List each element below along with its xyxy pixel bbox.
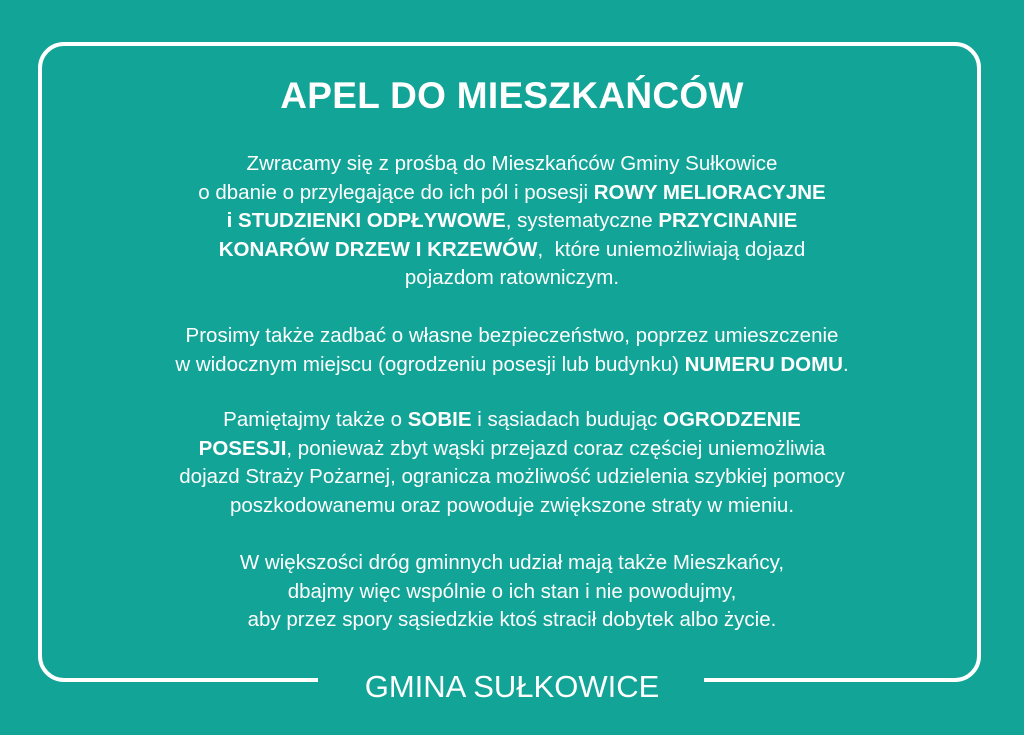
text-segment: poszkodowanemu oraz powoduje zwiększone straty w mieniu.: [229, 493, 795, 517]
text-segment: Pamiętajmy także o: [223, 408, 408, 431]
bold-segment: ROWY MELIORACYJNE: [593, 180, 826, 204]
paragraph-drainage: [0, 150, 1024, 293]
paragraph-line: [0, 463, 1024, 492]
bold-segment: OGRODZENIE: [663, 408, 801, 431]
text-segment: .: [842, 352, 849, 376]
notice-title: APEL DO MIESZKAŃCÓW: [280, 75, 744, 116]
text-segment: pojazdom ratowniczym.: [404, 266, 620, 289]
paragraph-line: [0, 435, 1024, 464]
footer-signature: GMINA SUŁKOWICE: [364, 669, 660, 704]
text-segment: , ponieważ zbyt wąski przejazd coraz częściej uniemożliwia: [286, 436, 826, 460]
paragraph-line: [0, 207, 1024, 236]
text-segment: dbajmy więc wspólnie o ich stan i nie powodujmy,: [287, 579, 737, 603]
paragraph-line: [0, 236, 1024, 265]
text-segment: dojazd Straży Pożarnej, ogranicza możliwość udzielenia szybkiej pomocy: [179, 465, 845, 488]
text-segment: Prosimy także zadbać o własne bezpieczeństwo, poprzez umieszczenie: [185, 324, 839, 347]
paragraph-house-number: [0, 322, 1024, 379]
bold-segment: i STUDZIENKI ODPŁYWOWE: [226, 209, 506, 232]
paragraph-line: [0, 264, 1024, 293]
bold-segment: NUMERU DOMU: [684, 352, 843, 376]
text-segment: i sąsiadach budując: [471, 408, 663, 431]
paragraph-fencing: [0, 406, 1024, 520]
paragraph-line: [0, 578, 1024, 607]
paragraph-roads: [0, 549, 1024, 635]
text-segment: , które uniemożliwiają dojazd: [537, 237, 806, 261]
text-segment: , systematyczne: [505, 209, 659, 232]
paragraph-line: [0, 406, 1024, 435]
text-segment: aby przez spory sąsiedzkie ktoś stracił dobytek albo życie.: [247, 608, 777, 631]
paragraph-line: [0, 606, 1024, 635]
bold-segment: POSESJI: [198, 436, 287, 460]
paragraph-line: [0, 322, 1024, 351]
text-segment: o dbanie o przylegające do ich pól i posesji: [198, 180, 594, 204]
paragraph-line: [0, 150, 1024, 179]
text-segment: W większości dróg gminnych udział mają także Mieszkańcy,: [239, 551, 785, 574]
paragraph-line: [0, 351, 1024, 380]
bold-segment: KONARÓW DRZEW I KRZEWÓW: [218, 237, 538, 261]
paragraph-line: [0, 179, 1024, 208]
paragraph-line: [0, 492, 1024, 521]
bold-segment: SOBIE: [407, 408, 472, 431]
text-segment: Zwracamy się z prośbą do Mieszkańców Gminy Sułkowice: [246, 152, 778, 175]
text-segment: w widocznym miejscu (ogrodzeniu posesji lub budynku): [175, 352, 685, 376]
bold-segment: PRZYCINANIE: [658, 209, 798, 232]
paragraph-line: [0, 549, 1024, 578]
